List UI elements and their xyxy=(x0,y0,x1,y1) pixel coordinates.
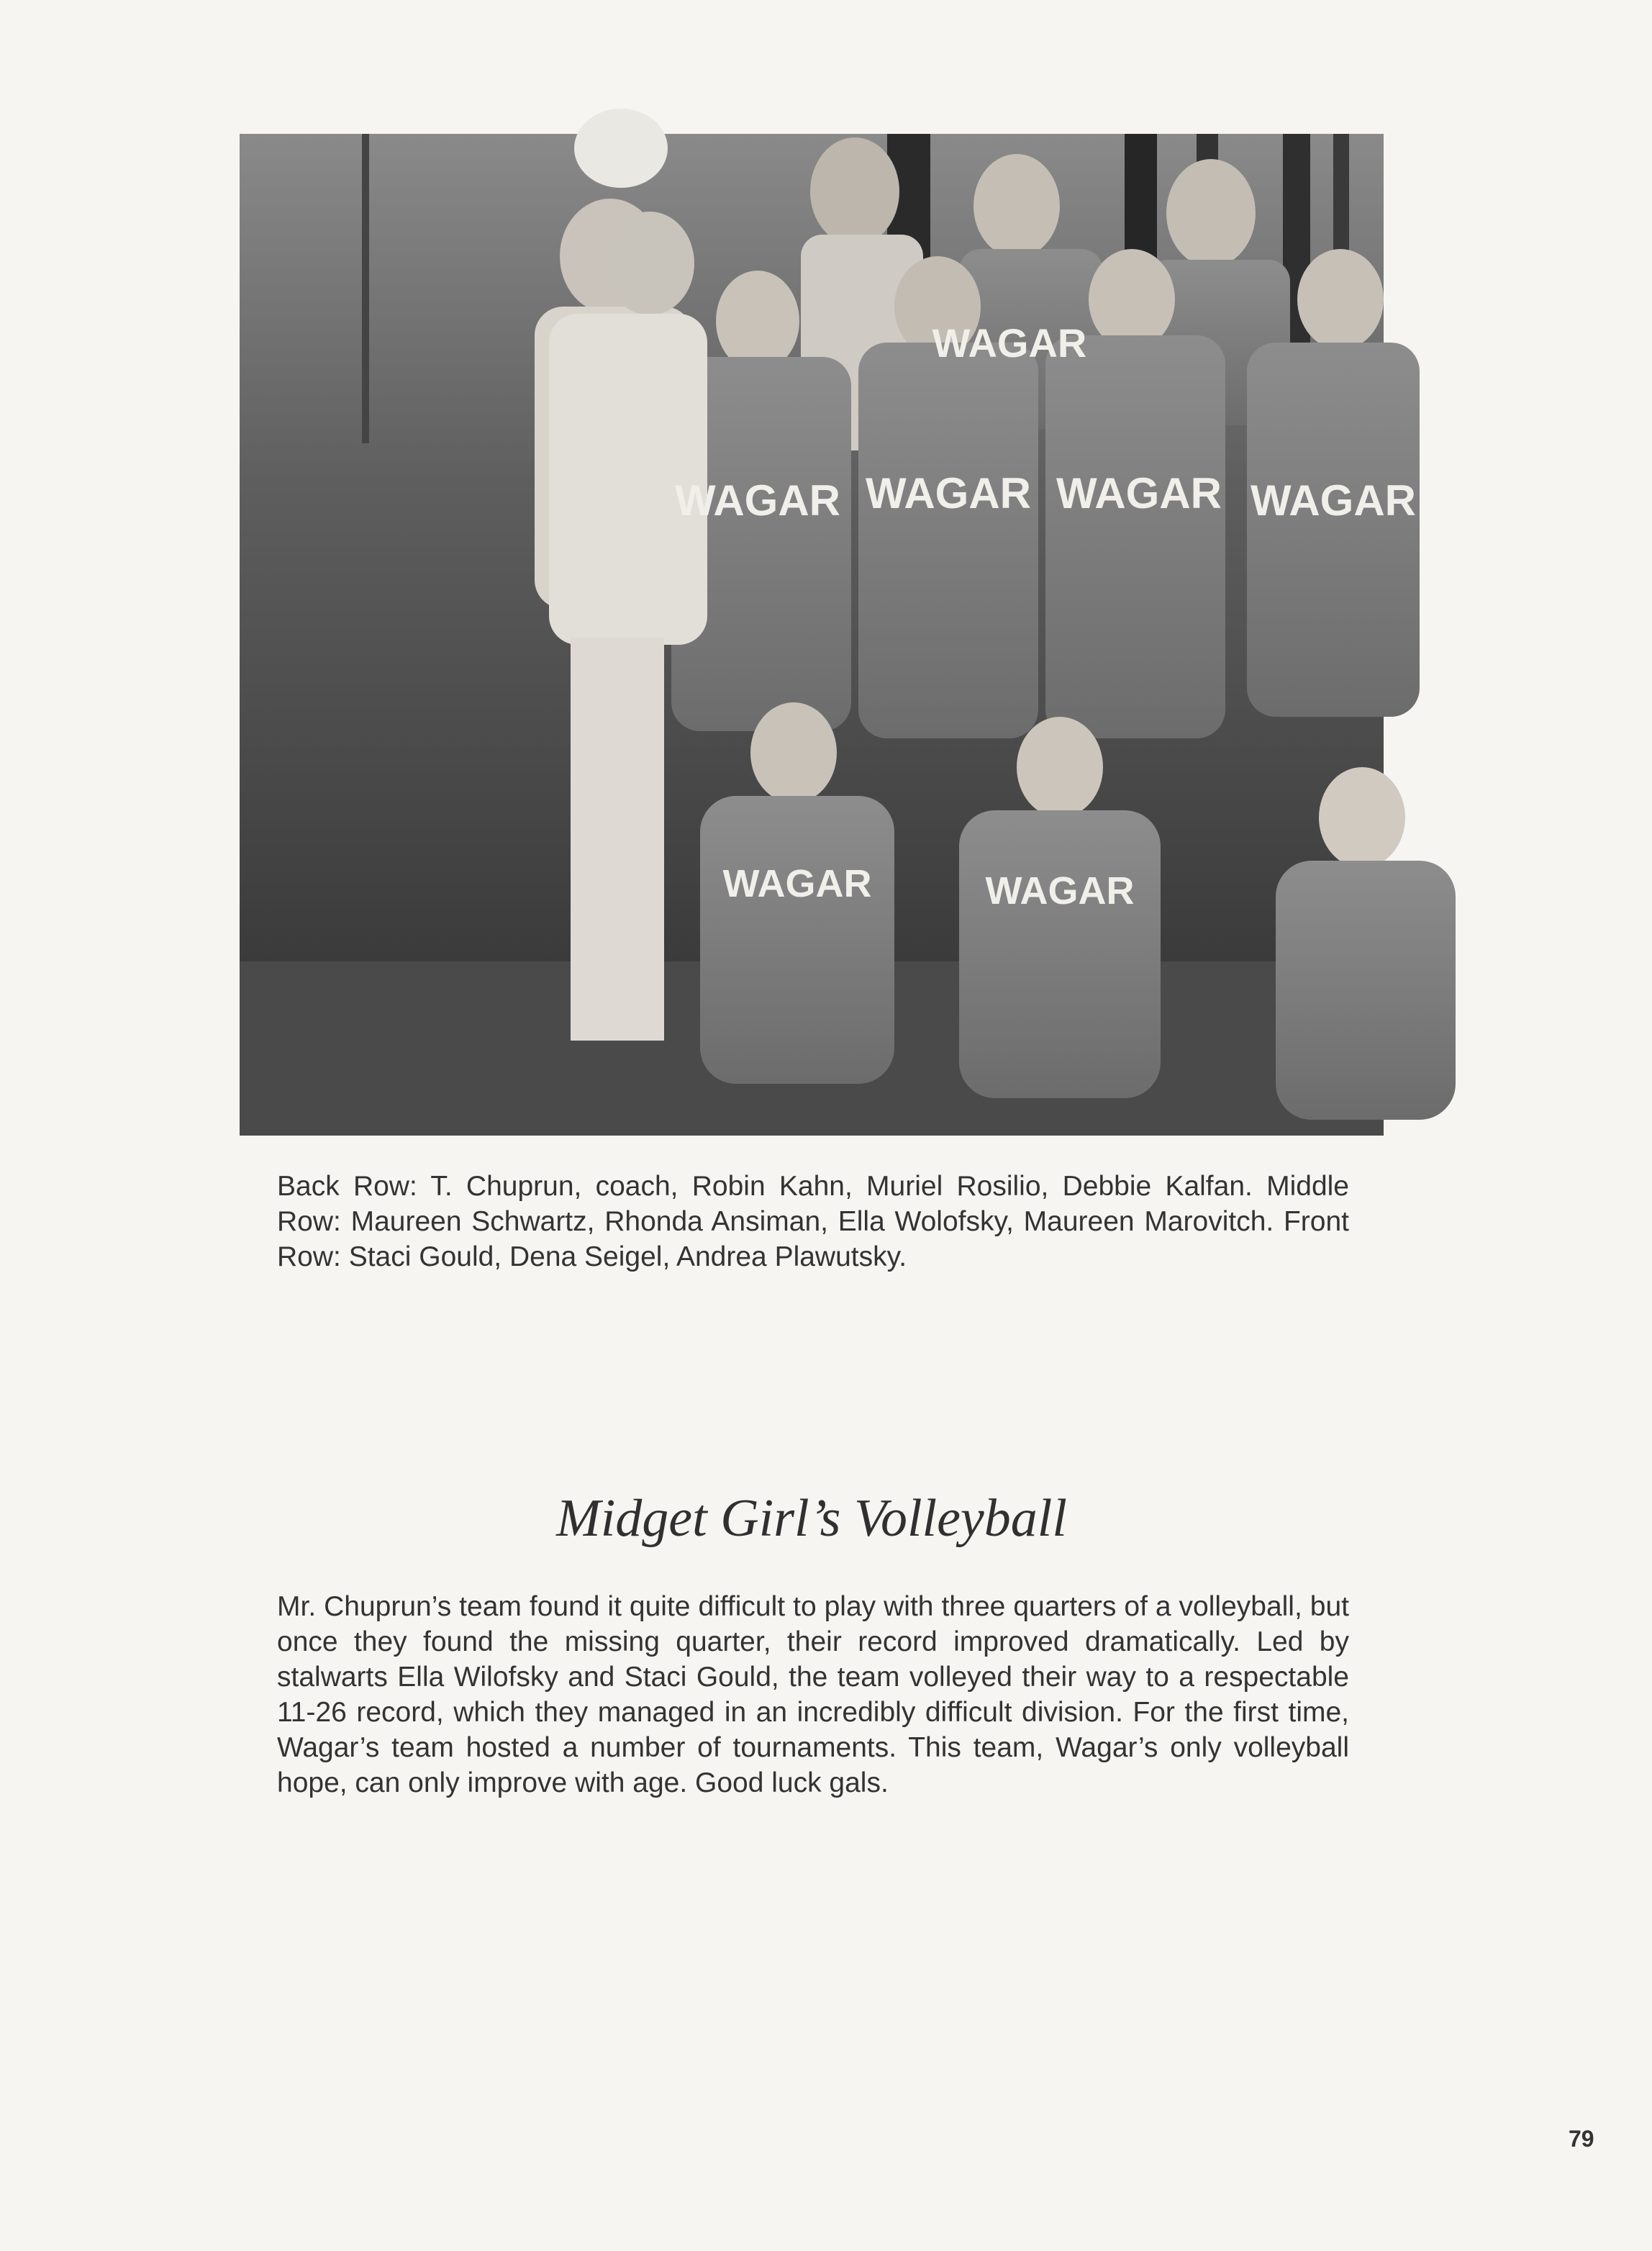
jersey-text: WAGAR xyxy=(985,869,1135,912)
jersey-text: WAGAR xyxy=(866,469,1031,517)
jersey-text: WAGAR xyxy=(1056,469,1222,517)
jersey-text: WAGAR xyxy=(1251,476,1416,525)
article-body xyxy=(277,1589,1349,1801)
photo-caption xyxy=(277,1169,1349,1274)
team-photo xyxy=(240,134,1416,1136)
jersey-text: WAGAR xyxy=(932,320,1087,366)
article-paragraph: Mr. Chuprun’s team found it quite difficult to play with three quarters of a volleyball, but once they found the missing quarter, their record improved dramatically. Led by stalwarts Ella Wilofsky and Staci Gould, the team volleyed their way to a respectable 11-26 record, which they managed in an incredibly difficult division. For the first time, Wagar’s team hosted a number of tournaments. This team, Wagar’s only volleyball hope, can only improve with age. Good luck gals. xyxy=(277,1591,1349,1798)
jersey-text: WAGAR xyxy=(722,862,872,905)
page-number: 79 xyxy=(1569,2126,1594,2152)
article-title: Midget Girl’s Volleyball xyxy=(556,1489,1067,1548)
caption-text: Back Row: T. Chuprun, coach, Robin Kahn, Muriel Rosilio, Debbie Kalfan. Middle Row: Maureen Schwartz, Rhonda Ansiman, Ella Wolofsky, Maureen Marovitch. Front Row: Staci Gould, Dena Seigel, Andrea Plawutsky. xyxy=(277,1171,1349,1272)
team-photo-illustration xyxy=(240,134,1416,1136)
jersey-text: WAGAR xyxy=(675,476,840,525)
